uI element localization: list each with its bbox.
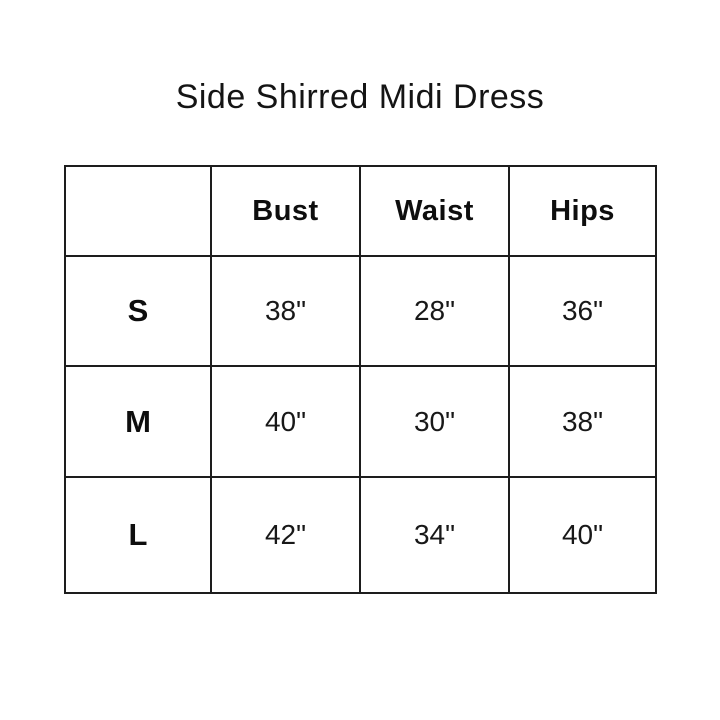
value-m-hips: 38" [509,366,656,477]
column-header-waist: Waist [360,166,509,256]
table-row-size-m [65,366,656,477]
size-label-l: L [65,477,211,593]
size-label-s: S [65,256,211,366]
column-header-hips: Hips [509,166,656,256]
table-row-size-s [65,256,656,366]
page-title: Side Shirred Midi Dress [175,78,545,116]
value-m-waist: 30" [360,366,509,477]
value-l-waist: 34" [360,477,509,593]
value-s-hips: 36" [509,256,656,366]
header-row [65,166,656,256]
value-l-bust: 42" [211,477,360,593]
column-header-bust: Bust [211,166,360,256]
value-l-hips: 40" [509,477,656,593]
corner-cell [65,166,211,256]
value-s-bust: 38" [211,256,360,366]
value-m-bust: 40" [211,366,360,477]
value-s-waist: 28" [360,256,509,366]
size-chart-table [64,165,657,594]
size-label-m: M [65,366,211,477]
table-row-size-l [65,477,656,593]
